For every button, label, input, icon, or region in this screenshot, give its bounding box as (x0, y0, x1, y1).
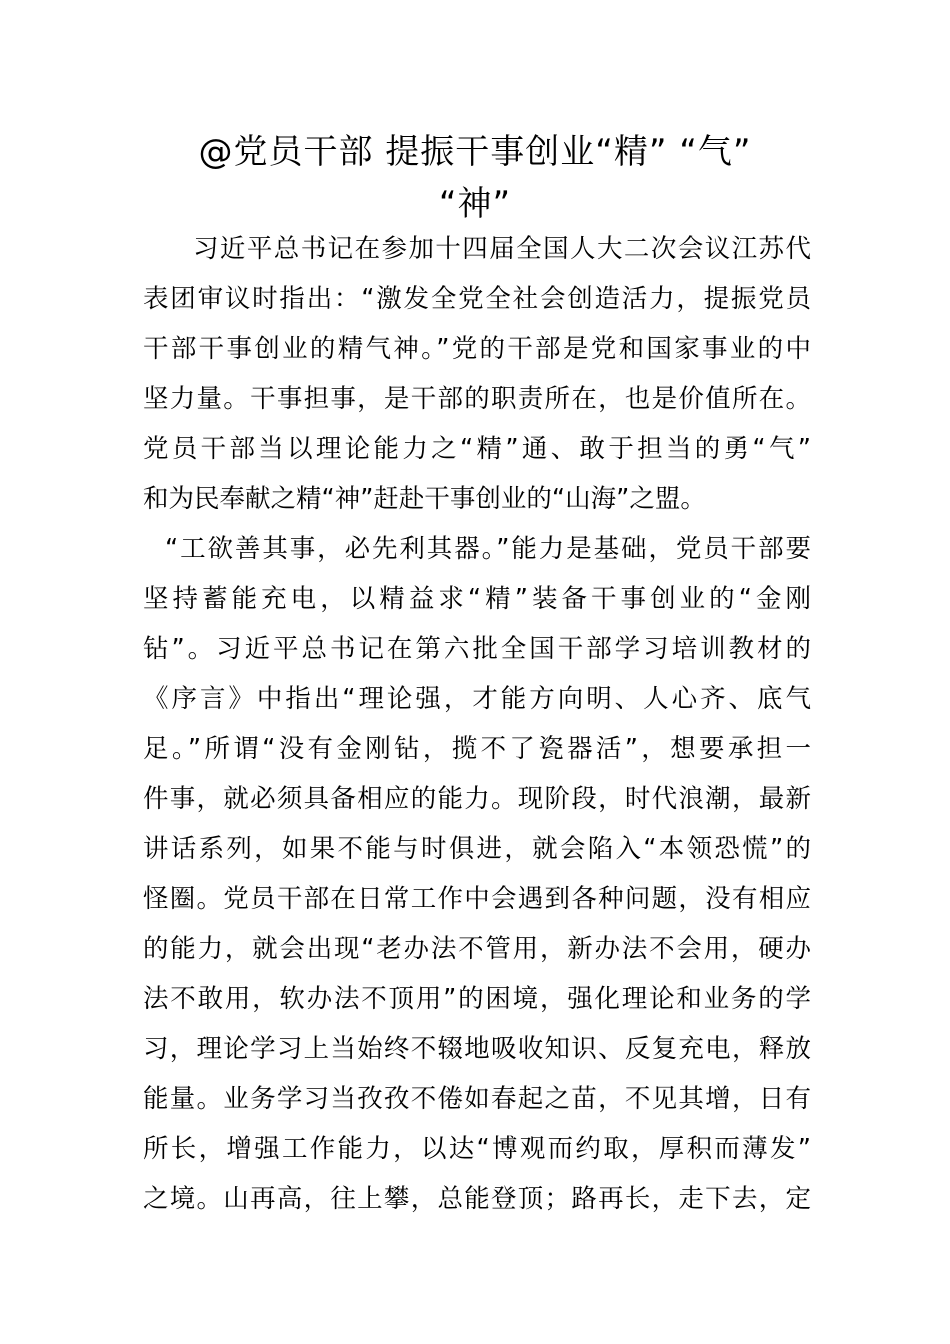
text-line: “工欲善其事，必先利其器。”能力是基础，党员干部要 (165, 534, 811, 564)
text-line: 钻”。习近平总书记在第六批全国干部学习培训教材的 (143, 634, 811, 664)
title-line-2: “神” (438, 184, 512, 224)
text-line: 习，理论学习上当始终不辍地吸收知识、反复充电，释放 (143, 1034, 811, 1064)
text-line: 讲话系列，如果不能与时俱进，就会陷入“本领恐慌”的 (143, 834, 811, 864)
text-line: 件事，就必须具备相应的能力。现阶段，时代浪潮，最新 (143, 784, 811, 814)
paragraph-2 (143, 524, 811, 1224)
text-line: 怪圈。党员干部在日常工作中会遇到各种问题，没有相应 (143, 884, 811, 914)
text-line: 所长，增强工作能力，以达“博观而约取，厚积而薄发” (143, 1134, 811, 1164)
text-line: 能量。业务学习当孜孜不倦如春起之苗，不见其增，日有 (143, 1084, 811, 1114)
text-line: 和为民奉献之精“神”赶赴干事创业的“山海”之盟。 (143, 484, 706, 514)
title-line-1: @党员干部 提振干事创业“精” “气” (198, 132, 752, 172)
text-line: 坚持蓄能充电，以精益求“精”装备干事创业的“金刚 (143, 584, 811, 614)
text-line: 足。”所谓“没有金刚钻，揽不了瓷器活”，想要承担一 (143, 734, 811, 764)
document-title (140, 126, 810, 230)
text-line: 干部干事创业的精气神。”党的干部是党和国家事业的中 (143, 334, 811, 364)
text-line: 的能力，就会出现“老办法不管用，新办法不会用，硬办 (143, 934, 811, 964)
document-body (143, 224, 811, 1224)
text-line: 党员干部当以理论能力之“精”通、敢于担当的勇“气” (143, 434, 811, 464)
text-line: 之境。山再高，往上攀，总能登顶；路再长，走下去，定 (143, 1184, 811, 1214)
text-line: 表团审议时指出：“激发全党全社会创造活力，提振党员 (143, 284, 811, 314)
paragraph-1 (143, 224, 811, 524)
text-line: 《序言》中指出“理论强，才能方向明、人心齐、底气 (143, 684, 811, 714)
text-line: 习近平总书记在参加十四届全国人大二次会议江苏代 (193, 234, 811, 264)
text-line: 坚力量。干事担事，是干部的职责所在，也是价值所在。 (143, 384, 811, 414)
text-line: 法不敢用，软办法不顶用”的困境，强化理论和业务的学 (143, 984, 811, 1014)
